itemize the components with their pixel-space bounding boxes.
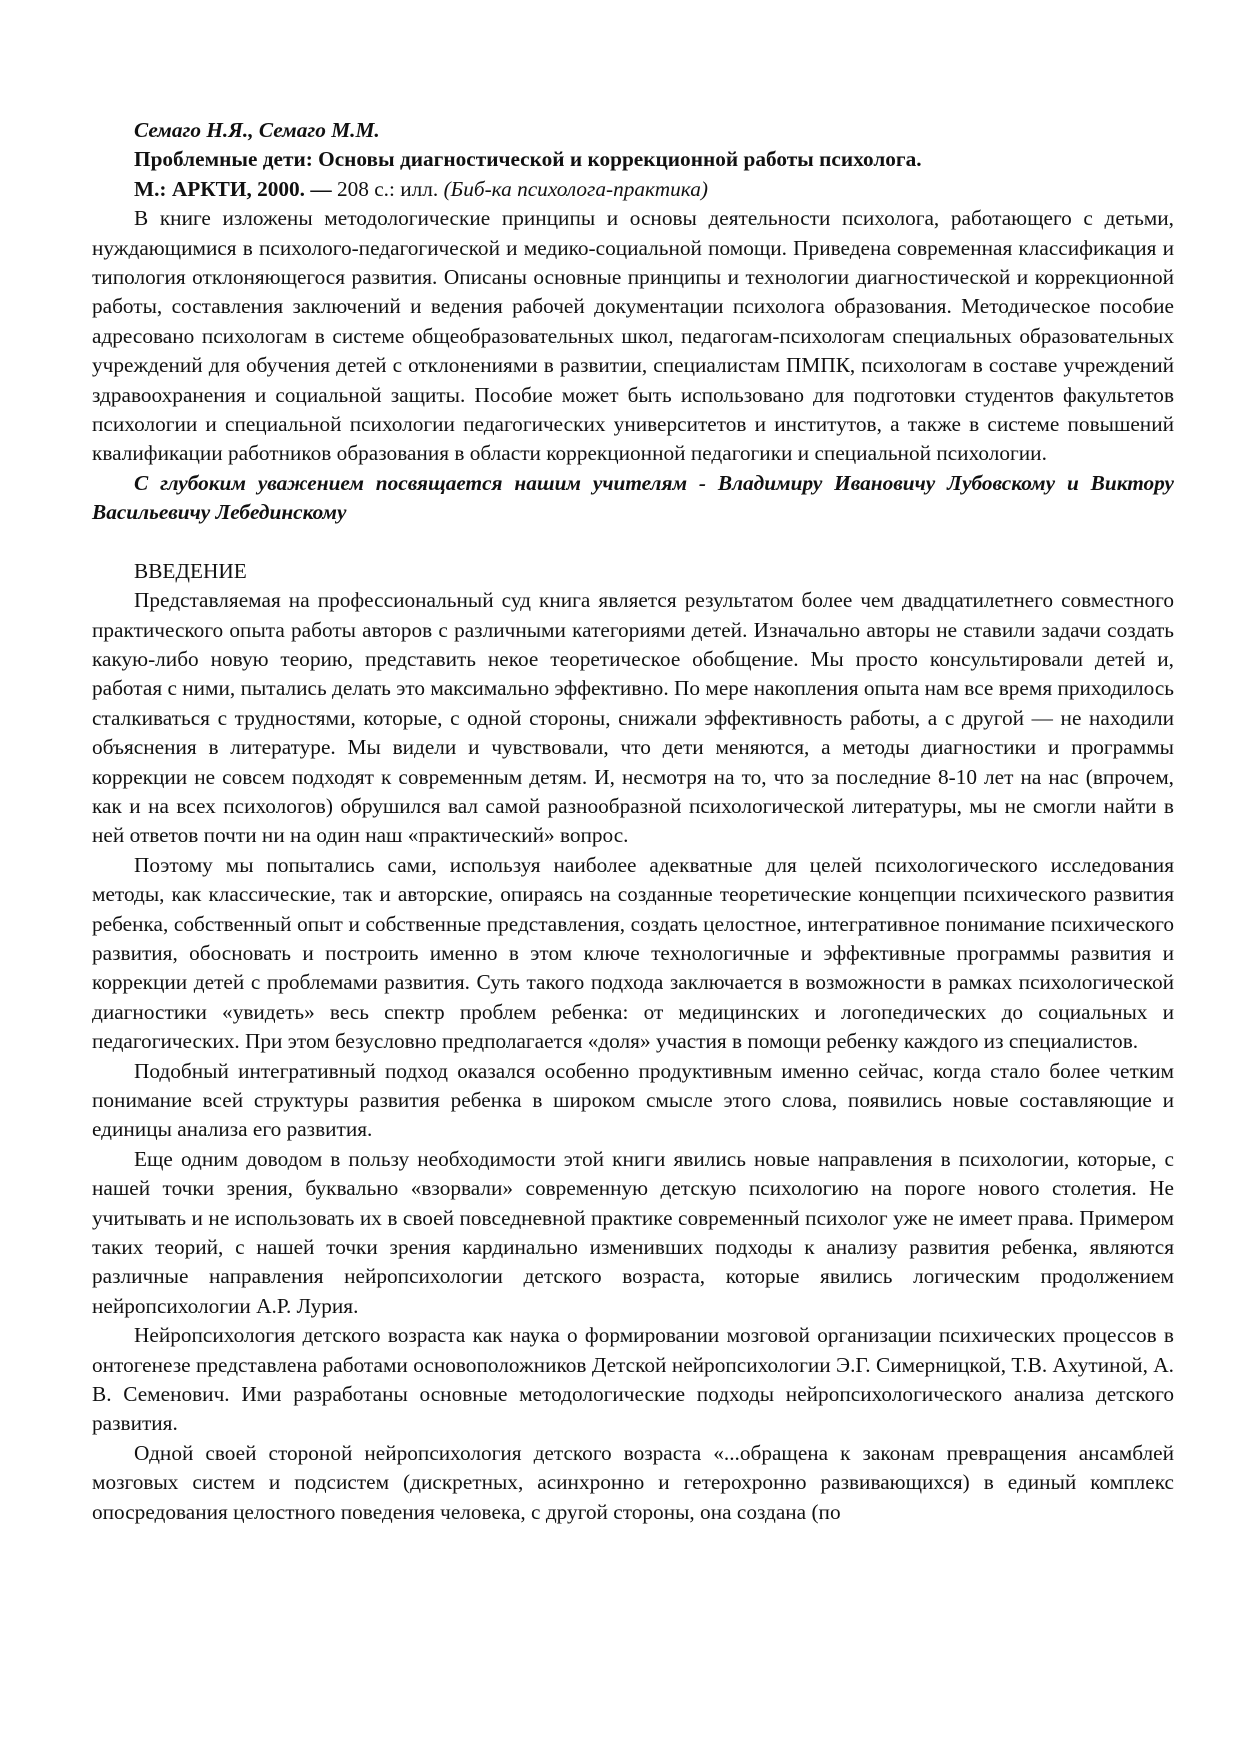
book-title: Проблемные дети: Основы диагностической и коррекционной работы психолога. (134, 147, 922, 172)
dedication: С глубоким уважением посвящается нашим учителям - Владимиру Ивановичу Лубовскому и Виктору Васильевичу Лебединскому (92, 470, 1174, 525)
body-paragraph: Еще одним доводом в пользу необходимости этой книги явились новые направления в психологии, которые, с нашей точки зрения, буквально «взорвали» современную детскую психологию на пороге нового столетия. Не учитывать и не использовать их в своей повседневной практике современный психолог уже не имеет права. Примером таких теорий, с нашей точки зрения кардинально изменивших подходы к анализу развития ребенка, являются различные направления нейропсихологии детского возраста, которые явились логическим продолжением нейропсихологии А.Р. Лурия. (92, 1146, 1174, 1318)
bibliography-publication (92, 175, 1174, 204)
publisher: М.: АРКТИ, 2000. — (134, 176, 332, 201)
book-series: (Биб-ка психолога-практика) (443, 176, 708, 201)
body-paragraph: Нейропсихология детского возраста как наука о формировании мозговой организации психических процессов в онтогенезе представлена работами основоположников Детской нейропсихологии Э.Г. Симерницкой, Т.В. Ахутиной, А. В. Семенович. Ими разработаны основные методологические подходы нейропсихологического анализа детского развития. (92, 1323, 1174, 1436)
authors: Семаго Н.Я., Семаго М.М. (134, 118, 380, 142)
section-heading: ВВЕДЕНИЕ (134, 558, 247, 583)
document-body (92, 116, 1174, 1527)
page-count: 208 с.: илл. (331, 176, 444, 201)
body-paragraph: Представляемая на профессиональный суд книга является результатом более чем двадцатилетнего совместного практического опыта работы авторов с различными категориями детей. Изначально авторы не ставили задачи создать какую-либо новую теорию, представить некое теоретическое обобщение. Мы просто консультировали детей и, работая с ними, пытались делать это максимально эффективно. По мере накопления опыта нам все время приходилось сталкиваться с трудностями, которые, с одной стороны, снижали эффективность работы, а с другой — не находили объяснения в литературе. Мы видели и чувствовали, что дети меняются, а методы диагностики и программы коррекции не совсем подходят к современным детям. И, несмотря на то, что за последние 8-10 лет на нас (впрочем, как и на всех психологов) обрушился вал самой разнообразной психологической литературы, мы не смогли найти в ней ответов почти ни на один наш «практический» вопрос. (92, 588, 1174, 848)
body-paragraph: Поэтому мы попытались сами, используя наиболее адекватные для целей психологического исследования методы, как классические, так и авторские, опираясь на созданные теоретические концепции психического развития ребенка, собственный опыт и собственные представления, создать целостное, интегративное понимание психического развития, обосновать и построить именно в этом ключе технологичные и эффективные программы развития и коррекции детей с проблемами развития. Суть такого подхода заключается в возможности в рамках психологической диагностики «увидеть» весь спектр проблем ребенка: от медицинских и логопедических до социальных и педагогических. При этом безусловно предполагается «доля» участия в помощи ребенку каждого из специалистов. (92, 852, 1174, 1054)
blank-line (92, 528, 1174, 557)
body-paragraph: Подобный интегративный подход оказался особенно продуктивным именно сейчас, когда стало более четким понимание всей структуры развития ребенка в широком смысле этого слова, появились новые составляющие и единицы анализа его развития. (92, 1058, 1174, 1142)
bibliography-authors (92, 116, 1174, 145)
body-paragraph: Одной своей стороной нейропсихология детского возраста «...обращена к законам превращения ансамблей мозговых систем и подсистем (дискретных, асинхронно и гетерохронно развивающихся) в единый комплекс опосредования целостного поведения человека, с другой стороны, она создана (по (92, 1440, 1174, 1524)
annotation-paragraph: В книге изложены методологические принципы и основы деятельности психолога, работающего с детьми, нуждающимися в психолого-педагогической и медико-социальной помощи. Приведена современная классификация и типология отклоняющегося развития. Описаны основные принципы и технологии диагностической и коррекционной работы, составления заключений и ведения рабочей документации психолога образования. Методическое пособие адресовано психологам в системе общеобразовательных школ, педагогам-психологам специальных образовательных учреждений для обучения детей с отклонениями в развитии, специалистам ПМПК, психологам в составе учреждений здравоохранения и социальной защиты. Пособие может быть использовано для подготовки студентов факультетов психологии и специальной психологии педагогических университетов и институтов, а также в системе повышений квалификации работников образования в области коррекционной педагогики и специальной психологии. (92, 206, 1174, 466)
bibliography-title (92, 145, 1174, 174)
